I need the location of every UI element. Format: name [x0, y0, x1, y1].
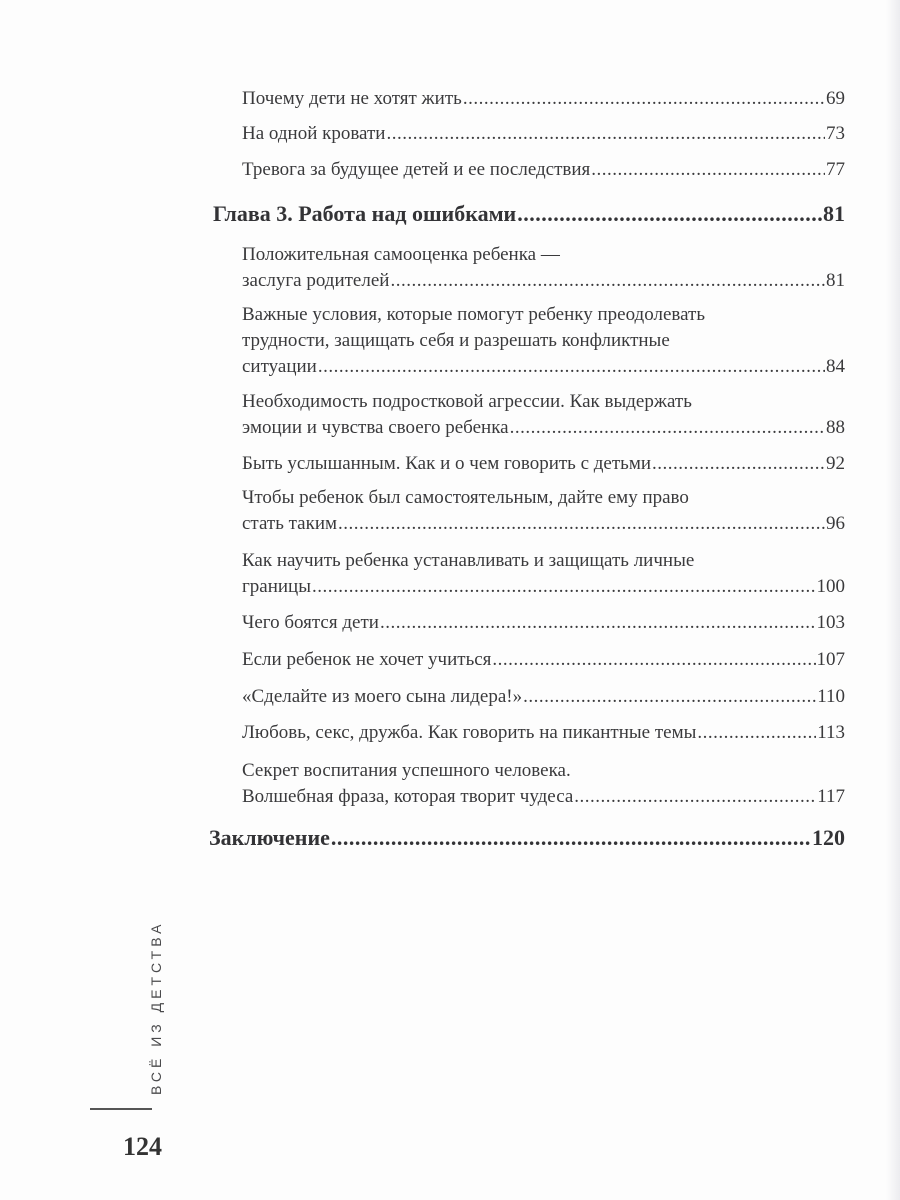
toc-entry-page: 73 [826, 123, 845, 144]
toc-entry[interactable] [242, 548, 845, 599]
toc-entry[interactable] [242, 86, 845, 111]
toc-entry[interactable] [242, 389, 845, 440]
toc-entry-title-line: Положительная самооценка ребенка — [242, 244, 560, 265]
toc-chapter-page: 120 [812, 825, 845, 850]
toc-entry-title: заслуга родителей [242, 270, 390, 291]
toc-entry-title: границы [242, 576, 311, 597]
toc-entry-title: стать таким [242, 513, 338, 534]
toc-entry[interactable] [242, 757, 845, 809]
leader-dots [463, 86, 825, 111]
toc-entry[interactable] [242, 157, 845, 182]
toc-entry-title-line: Чтобы ребенок был самостоятельным, дайте ему право [242, 487, 689, 508]
toc-entry-title: Чего боятся дети [242, 612, 379, 633]
leader-dots [574, 784, 816, 809]
toc-entry[interactable] [242, 451, 845, 476]
toc-entry-title: Быть услышанным. Как и о чем говорить с детьми [242, 453, 652, 474]
toc-entry-title: На одной кровати [242, 123, 386, 144]
toc-entry-page: 113 [817, 722, 845, 743]
toc-entry-title: Любовь, секс, дружба. Как говорить на пикантные темы [242, 722, 697, 743]
toc-entry[interactable] [242, 485, 845, 536]
toc-entry-page: 92 [826, 453, 845, 474]
toc-entry-page: 96 [826, 513, 845, 534]
toc-chapter-entry[interactable] [209, 824, 845, 852]
toc-entry-page: 77 [826, 159, 845, 180]
leader-dots [591, 157, 825, 182]
leader-dots [338, 511, 825, 536]
running-head [140, 920, 170, 1095]
toc-entry[interactable] [242, 302, 845, 379]
toc-entry-page: 84 [826, 356, 845, 377]
leader-dots [510, 415, 825, 440]
toc-entry[interactable] [242, 647, 845, 672]
leader-dots [697, 720, 816, 745]
toc-entry[interactable] [242, 610, 845, 635]
toc-entry-title: Тревога за будущее детей и ее последствия [242, 159, 591, 180]
toc-entry-title: ситуации [242, 356, 317, 377]
toc-entry-title: Если ребенок не хочет учиться [242, 649, 492, 670]
toc-entry-title-line: Важные условия, которые помогут ребенку преодолевать [242, 304, 706, 325]
page-edge-shadow [886, 0, 900, 1200]
toc-chapter-page: 81 [823, 201, 845, 226]
toc-entry-title-line: Как научить ребенка устанавливать и защищать личные [242, 550, 695, 571]
toc-entry-title: эмоции и чувства своего ребенка [242, 417, 509, 438]
toc-entry-title-line: трудности, защищать себя и разрешать конфликтные [242, 330, 670, 351]
toc-entry[interactable] [242, 242, 845, 293]
leader-dots [380, 610, 816, 635]
toc-entry-title: Волшебная фраза, которая творит чудеса [242, 786, 574, 807]
toc-entry-title: «Сделайте из моего сына лидера!» [242, 686, 523, 707]
toc-chapter-entry[interactable] [213, 200, 845, 228]
leader-dots [517, 200, 822, 228]
leader-dots [523, 684, 816, 709]
toc-entry-page: 103 [816, 612, 845, 633]
toc-entry[interactable] [242, 684, 845, 709]
toc-entry-page: 88 [826, 417, 845, 438]
leader-dots [390, 268, 825, 293]
page-number: 124 [123, 1132, 162, 1161]
toc-entry-page: 81 [826, 270, 845, 291]
folio-rule [90, 1108, 152, 1110]
toc-entry-page: 100 [816, 576, 845, 597]
toc-chapter-title: Заключение [209, 825, 330, 850]
toc-entry-page: 110 [817, 686, 845, 707]
toc-entry-page: 107 [816, 649, 845, 670]
toc-entry-title-line: Секрет воспитания успешного человека. [242, 760, 571, 781]
toc-entry[interactable] [242, 121, 845, 146]
toc-entry[interactable] [242, 720, 845, 745]
toc-chapter-title: Глава 3. Работа над ошибками [213, 201, 517, 226]
toc-entry-title-line: Необходимость подростковой агрессии. Как выдержать [242, 391, 692, 412]
leader-dots [331, 824, 811, 852]
running-head-text: ВСЁ ИЗ ДЕТСТВА [148, 920, 164, 1095]
toc-entry-page: 69 [826, 88, 845, 109]
toc-entry-page: 117 [817, 786, 845, 807]
leader-dots [312, 574, 816, 599]
leader-dots [652, 451, 825, 476]
leader-dots [492, 647, 815, 672]
leader-dots [386, 121, 825, 146]
toc-entry-title: Почему дети не хотят жить [242, 88, 462, 109]
leader-dots [318, 354, 825, 379]
